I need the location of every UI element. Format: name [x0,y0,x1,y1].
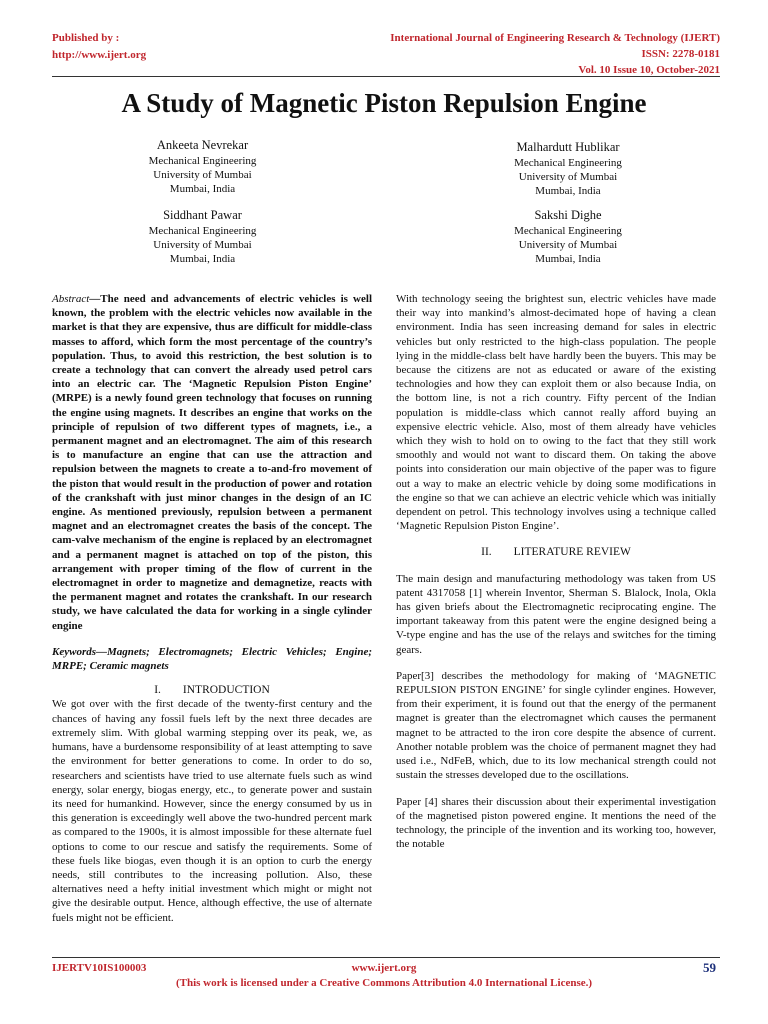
paper-id: IJERTV10IS100003 [52,962,147,974]
section-title: INTRODUCTION [182,684,270,697]
author-1 [125,136,280,196]
paper-title: A Study of Magnetic Piston Repulsion Engine [121,88,647,118]
footer-url-link[interactable]: www.ijert.org [351,962,417,974]
author-location: Mumbai, India [169,183,236,195]
page-number: 59 [703,960,716,975]
author-dept: Mechanical Engineering [148,225,257,237]
author-name: Ankeeta Nevrekar [156,138,249,152]
author-dept: Mechanical Engineering [514,157,622,169]
journal-url-link[interactable]: http://www.ijert.org [52,49,147,61]
abstract [52,292,372,633]
author-name: Siddhant Pawar [163,208,242,222]
author-2 [488,138,648,198]
author-name: Malhardutt Hublikar [516,140,620,154]
issn: ISSN: 2278-0181 [641,48,720,60]
author-university: University of Mumbai [518,239,618,251]
intro-paragraph-2: With technology seeing the brightest sun, electric vehicles have made their way into mankind’s almost-decimated hope of having a clean environment. India has seen increasing demand for sales in electric vehicles but only restricted to the high-class population. The people lying in the middle-class belt have hardly been the buyers. This may be because the citizens are not as educated or aware of the existing technologies and how they can exploit them or also because India, on the bottom line, is not a rich country. Fifty percent of the Indian population is middle-class which cannot really afford buying an expensive electric vehicle. Also, most of them already have vehicles which they wish to hold on to owing to the fact that they still work smoothly and would not want to discard them. On taking the above points into consideration our main objective of the paper was to figure out a way to make an electric vehicle by doing some modifications in the engine so that we can achieve an electric vehicle which was initially dependent on petrol. This technology involves using a technique called ‘Magnetic Repulsion Piston Engine’. [396,293,716,533]
footer-divider [52,957,720,958]
author-location: Mumbai, India [535,253,601,265]
author-university: University of Mumbai [153,239,252,251]
volume-issue: Vol. 10 Issue 10, October-2021 [578,64,720,76]
author-location: Mumbai, India [169,253,236,265]
intro-paragraph-1: We got over with the first decade of the twenty-first century and the chances of having any fossil fuels left by the next three decades are extremely slim. With global warming stepping over its peak, we, as humans, have a burdensome responsibility of at least attempting to save the environment for better generations to come. In order to do so, researchers and scientists have tried to use alternate fuels such as wind energy, solar energy, biogas energy, etc., to generate power and sustain its need for humankind. However, since the energy consumed by us in this generation is exceedingly well above the two-hundred percent mark as compared to the 1900s, it is almost impossible for these alternate fuel options to come to our rescue and satisfy the requirements. Some of these fuels like biogas, even though it is an option to curb the energy needs, still contributes to the increasing pollution. Also, these alternatives need a hefty initial investment which might or might not give the desirable output. Hence, although effective, the use of alternate fuels might not be efficient. [52,698,372,924]
journal-name: International Journal of Engineering Research & Technology (IJERT) [390,32,720,44]
author-university: University of Mumbai [518,171,618,183]
abstract-text: —The need and advancements of electric vehicles is well known, the problem with the electric vehicles now available in the market is that they are expensive, thus are difficult for middle-class masses to afford, which form the most percentage of the country’s population. Thus, to avoid this restriction, the best solution is to create a technology that can convert the already used petrol cars into an electric car. The ‘Magnetic Repulsion Piston Engine’ (MRPE) is a newly found green technology that focuses on running the engine using magnets. It describes an engine that works on the principle of repulsion of two different types of magnets, i.e., a permanent magnet and an electromagnet. The aim of this research is to manufacture an engine that can use the attraction and repulsion between the magnets to create a to-and-fro movement of the piston that would result in the production of power and rotation of the crankshaft with just minor changes in the design of an IC engine. As mentioned previously, repulsion between a permanent magnet and an electromagnet creates the basis of the concept. The cam-valve mechanism of the engine is replaced by an electromagnet and a permanent magnet is attached on top of the piston, this arrangement with proper timing of the flow of current in the electromagnet in order to magnetize and demagnetize, reacts with the permanent magnet and rotates the crankshaft. In our research study, we have calculated the data for working in a single cylinder engine [52,293,372,632]
lit-paragraph-2: Paper[3] describes the methodology for making of ‘MAGNETIC REPULSION PISTON ENGINE’ for single cylinder engines. However, from their experiment, it is found out that the energy of the permanent magnet is greater than the electromagnet which causes the permanent magnet to be attracted to the iron core despite the absence of current. Another notable problem was the choice of permanent magnet they had used i.e., NdFeB, which, due to its low mechanical strength could not sustain the stresses developed due to the oscillations. [396,669,716,782]
keywords: Keywords—Magnets; Electromagnets; Electric Vehicles; Engine; MRPE; Ceramic magnets [52,645,372,673]
section-number: II. [481,546,492,559]
lit-paragraph-1: The main design and manufacturing methodology was taken from US patent 4317058 [1] wherein Inventor, Sherman S. Blalock, Inola, Okla has given briefs about the Electromagnetic reciprocating engine. The important takeaway from this patent were the engine designed being a V-type engine and has the use of the relays and switches for the timing gears. [396,572,716,656]
publisher-block [52,30,146,64]
left-column [52,292,372,925]
journal-info-block [390,30,720,78]
author-location: Mumbai, India [535,185,601,197]
author-4 [488,206,648,266]
section-heading-literature-review [396,545,716,559]
section-heading-introduction [52,683,372,697]
abstract-label: Abstract [52,293,90,305]
section-title: LITERATURE REVIEW [513,546,631,559]
author-name: Sakshi Dighe [534,208,602,222]
right-column [396,292,716,851]
published-by-label: Published by : [52,32,120,44]
author-3 [125,206,280,266]
section-number: I. [154,684,161,697]
lit-paragraph-3: Paper [4] shares their discussion about their experimental investigation of the magnetised piston powered engine. It mentions the need of the technology, the principle of the invention and its working too, however, the notable [396,795,716,851]
author-dept: Mechanical Engineering [514,225,622,237]
author-university: University of Mumbai [153,169,252,181]
header-divider [52,76,720,77]
license-notice: (This work is licensed under a Creative Commons Attribution 4.0 International License.) [175,977,593,989]
author-dept: Mechanical Engineering [148,155,257,167]
